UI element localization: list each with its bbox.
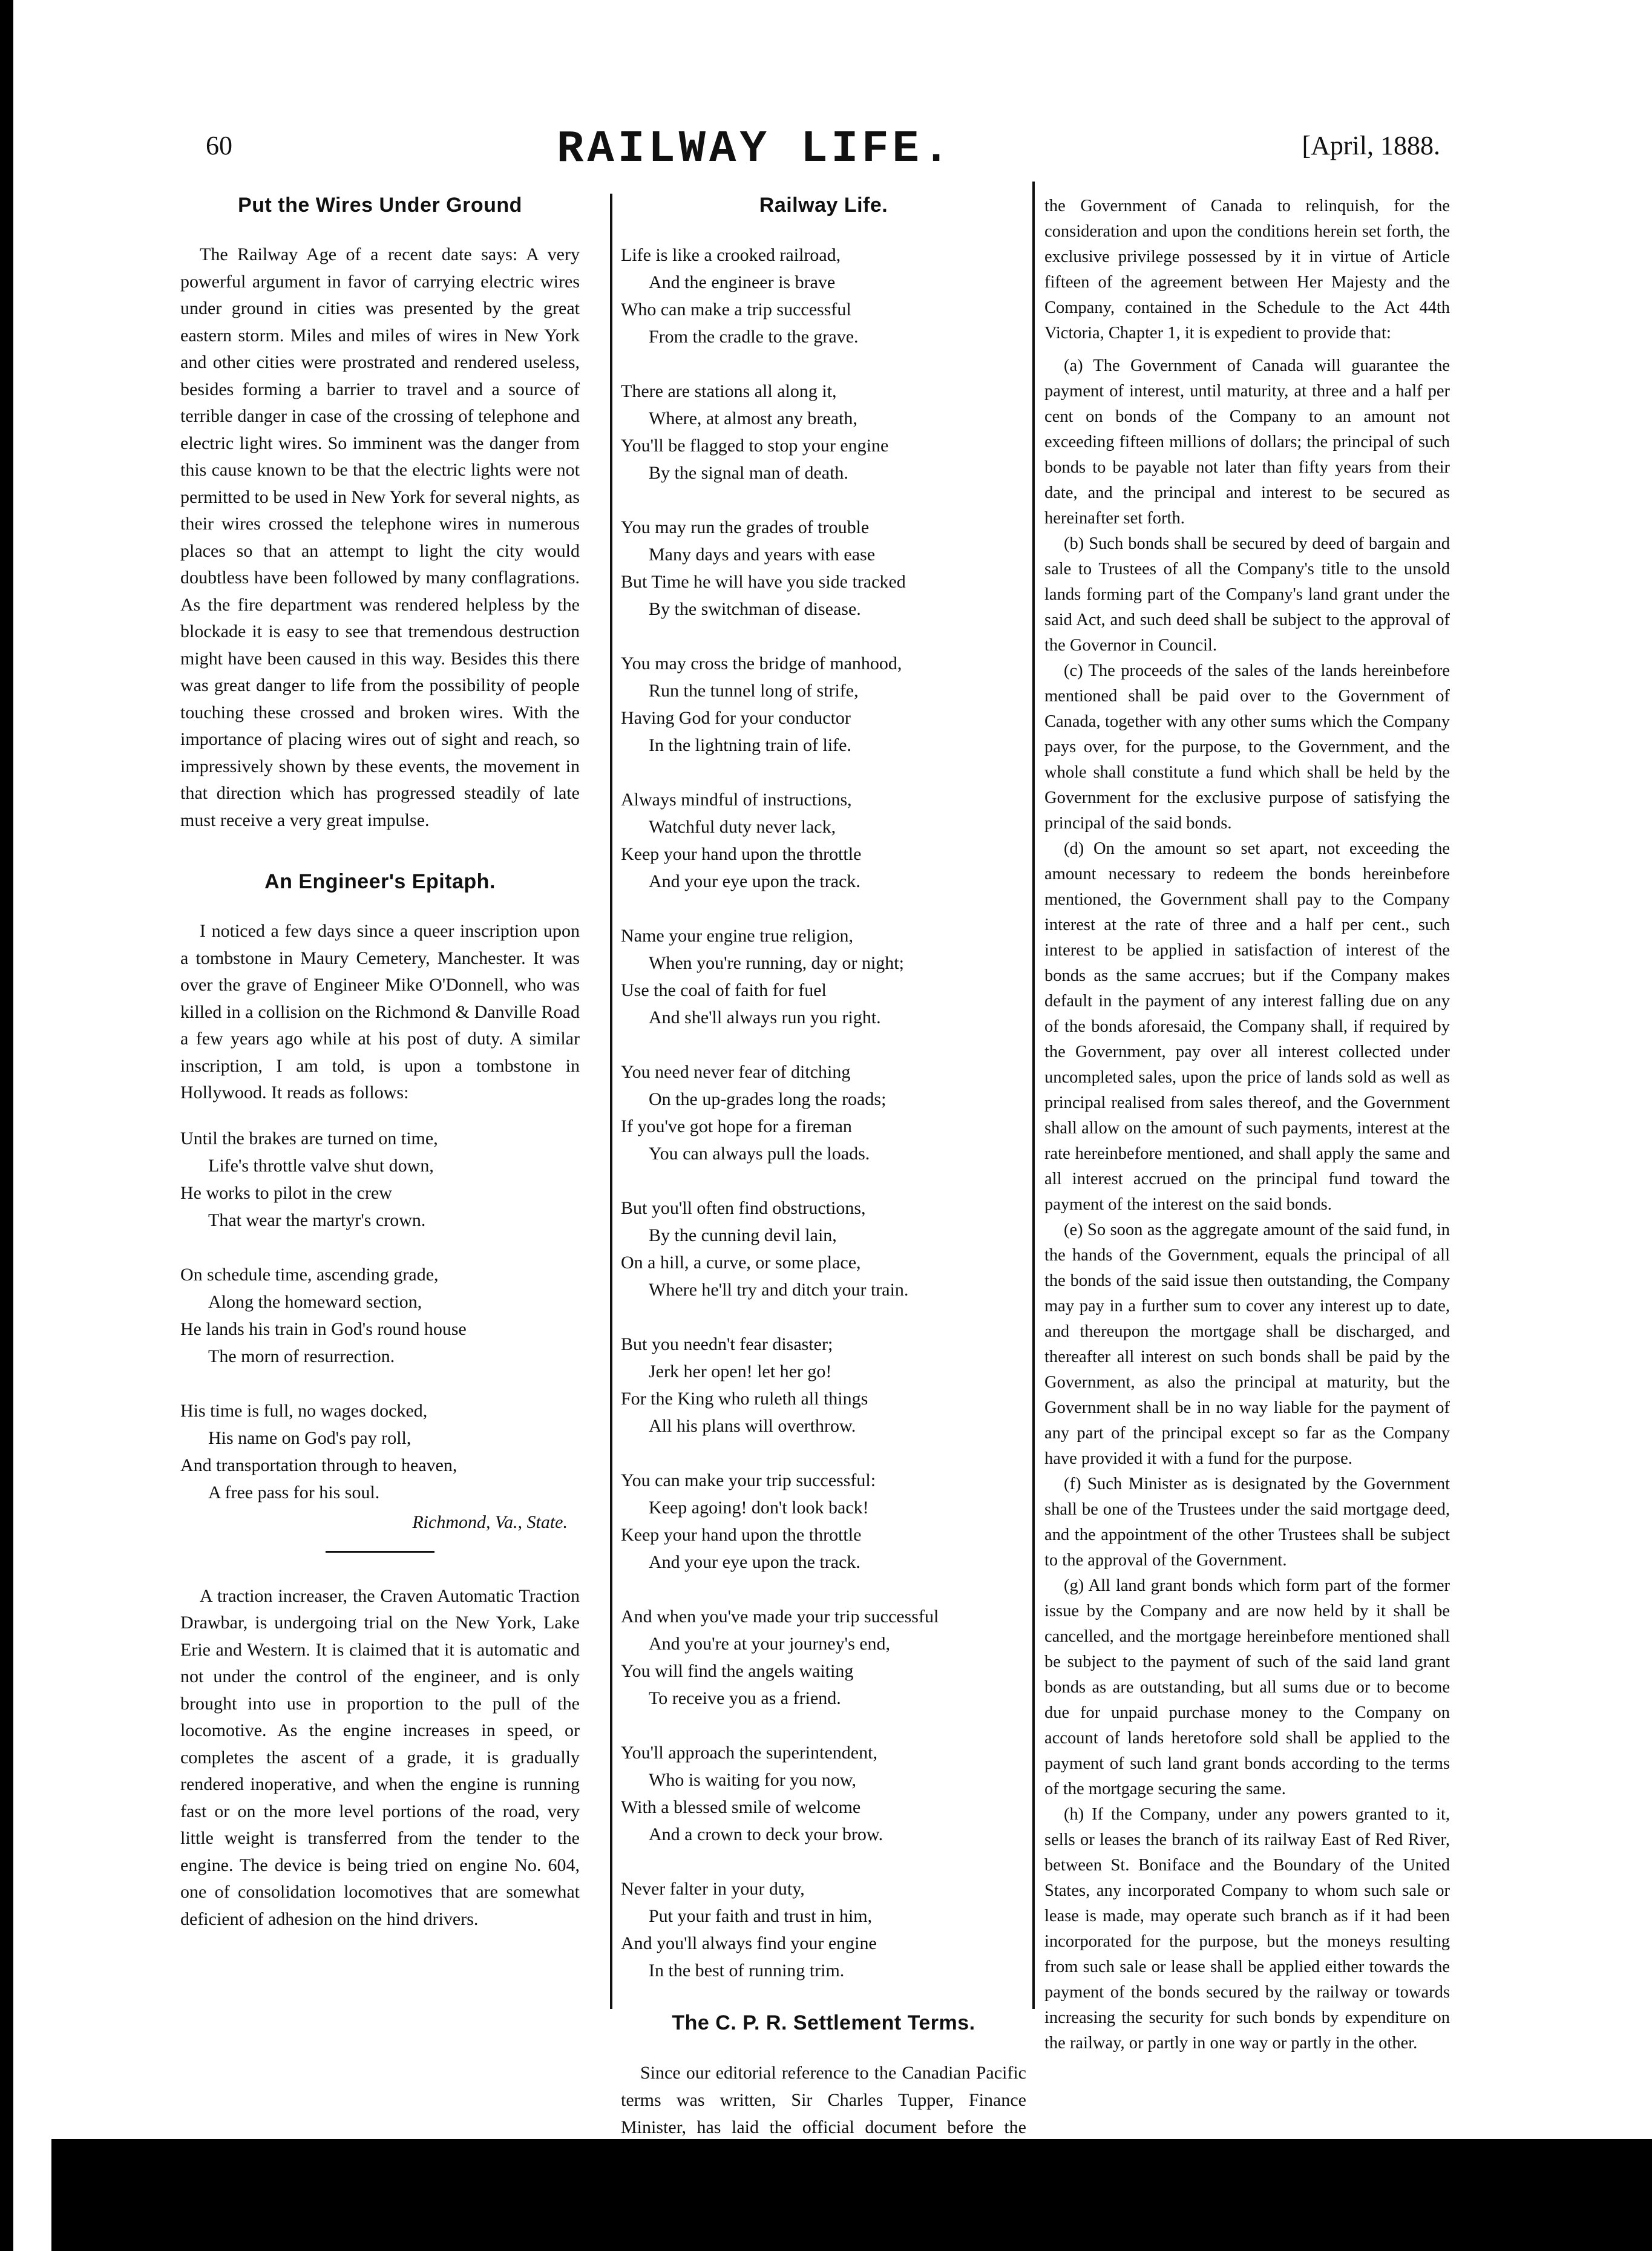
section-divider (326, 1551, 434, 1553)
verse-line: Keep agoing! don't look back! (649, 1498, 869, 1518)
verse-line: Use the coal of faith for fuel (621, 980, 827, 1000)
verse-line: Until the brakes are turned on time, (180, 1128, 438, 1148)
verse-line: His name on God's pay roll, (208, 1427, 411, 1448)
verse-line: Always mindful of instructions, (621, 790, 852, 810)
verse-line: And transportation through to heaven, (180, 1455, 457, 1475)
verse-stanza (621, 1739, 1026, 1848)
clause-paragraph: (d) On the amount so set apart, not exceeding the amount necessary to redeem the bonds hereinbefore mentioned, the Government shall pay to the Company interest at the rate of three and a half per cent., such interest to be applied in satisfaction of interest of the bonds as the same accrues; but if the Company makes default in the payment of any interest falling due on any of the bonds aforesaid, the Company shall, if required by the Government, pay over all interest collected under uncompleted sales, upon the price of lands sold as well as principal realised from sales thereof, and the Government shall allow on the amount of such payments, interest at the rate hereinbefore mentioned, and shall apply the same and all interest accrued on the principal fund toward the payment of the interest on the said bonds. (1044, 839, 1450, 1214)
verse-line: And the engineer is brave (649, 272, 836, 292)
verse-line: And you'll always find your engine (621, 1933, 877, 1953)
verse-line: And she'll always run you right. (649, 1008, 881, 1027)
verse-line: Life is like a crooked railroad, (621, 245, 841, 265)
verse-line: You'll approach the superintendent, (621, 1743, 877, 1763)
verse-stanza (621, 514, 1026, 623)
verse-line: Keep your hand upon the throttle (621, 844, 862, 864)
verse-line: His time is full, no wages docked, (180, 1400, 428, 1421)
verse-line: By the switchman of disease. (649, 599, 861, 619)
verse-line: He works to pilot in the crew (180, 1182, 392, 1203)
verse-line: All his plans will overthrow. (649, 1416, 856, 1436)
verse-line: And when you've made your trip successful (621, 1607, 939, 1627)
column-divider (610, 194, 612, 2009)
verse-line: For the King who ruleth all things (621, 1389, 868, 1409)
verse-line: Where, at almost any breath, (649, 408, 857, 428)
verse-line: On a hill, a curve, or some place, (621, 1253, 861, 1273)
verse-line: Where he'll try and ditch your train. (649, 1280, 909, 1300)
article-title: The C. P. R. Settlement Terms. (672, 2011, 975, 2034)
page-header (206, 124, 1440, 175)
verse-line: But you'll often find obstructions, (621, 1198, 866, 1218)
clause-paragraph: (c) The proceeds of the sales of the lands hereinbefore mentioned shall be paid over to the Government of Canada, together with any other sums which the Company pays over, for the purpose, to the Government, and the whole shall constitute a fund which shall be held by the Government for the exclusive purpose of satisfying the principal of the said bonds. (1044, 661, 1450, 833)
clause-paragraph: (a) The Government of Canada will guarantee the payment of interest, until maturity, at three and a half per cent on bonds of the Company to an amount not exceeding fifteen millions of dollars; the principal of such bonds to be payable not later than fifty years from their date, and the principal and interest to be secured as hereinafter set forth. (1044, 356, 1450, 528)
verse-line: But Time he will have you side tracked (621, 572, 906, 592)
verse-stanza (621, 786, 1026, 895)
verse-line: Having God for your conductor (621, 708, 851, 728)
verse-stanza (621, 922, 1026, 1031)
clause-paragraph: (e) So soon as the aggregate amount of the said fund, in the hands of the Government, equals the principal of all the bonds of the said issue then outstanding, the Company may pay in a further sum to cover any interest up to date, and thereupon the mortgage shall be discharged, and thereafter all interest on such bonds shall be paid by the Government, as also the principal at maturity, but the Government shall be in no way liable for the payment of any part of the principal except so far as the Company have provided it with a fund for the purpose. (1044, 1221, 1450, 1468)
poem-title: Railway Life. (759, 194, 888, 217)
verse-line: In the best of running trim. (649, 1961, 845, 1981)
column-right (1044, 194, 1450, 2056)
column-left (180, 194, 580, 1933)
masthead-title: RAILWAY LIFE. (557, 124, 954, 175)
verse-line: Watchful duty never lack, (649, 817, 836, 837)
verse-line: Jerk her open! let her go! (649, 1361, 832, 1381)
clause-paragraph: (f) Such Minister as is designated by the Government shall be one of the Trustees under the said mortgage deed, and the appointment of the other Trustees shall be subject to the approval of the Government. (1044, 1475, 1450, 1570)
verse-stanza (621, 1194, 1026, 1303)
verse-line: On the up-grades long the roads; (649, 1089, 887, 1109)
article-title: Put the Wires Under Ground (238, 194, 522, 217)
verse-stanza (621, 1467, 1026, 1576)
verse-line: Keep your hand upon the throttle (621, 1525, 862, 1545)
verse-line: There are stations all along it, (621, 381, 837, 401)
verse-line: On schedule time, ascending grade, (180, 1264, 439, 1285)
column-divider (1032, 182, 1035, 2009)
scan-bottom-bar (51, 2139, 1652, 2251)
verse-line: Who can make a trip successful (621, 300, 851, 319)
verse-line: You can always pull the loads. (649, 1144, 870, 1164)
poem-body (621, 241, 1026, 1984)
verse-line: You can make your trip successful: (621, 1470, 876, 1490)
verse-stanza (180, 1125, 580, 1234)
verse-line: You will find the angels waiting (621, 1661, 854, 1681)
verse-line: And your eye upon the track. (649, 871, 860, 891)
verse-line: When you're running, day or night; (649, 953, 904, 973)
article-signature: Richmond, Va., State. (412, 1512, 568, 1532)
verse-line: He lands his train in God's round house (180, 1319, 467, 1339)
verse-line: And your eye upon the track. (649, 1552, 860, 1572)
verse-stanza (180, 1397, 580, 1506)
scan-margin-bar (0, 0, 13, 2251)
verse-line: In the lightning train of life. (649, 735, 851, 755)
verse-line: By the cunning devil lain, (649, 1225, 837, 1245)
verse-line: And a crown to deck your brow. (649, 1824, 883, 1844)
clause-paragraph: (h) If the Company, under any powers granted to it, sells or leases the branch of its railway East of Red River, between St. Boniface and the Boundary of the United States, any incorporated Company to whom such sale or lease is made, may operate such branch as if it had been incorporated for the purpose, but the moneys resulting from such sale or lease shall be applied either towards the payment of the bonds secured by the railway or towards increasing the security for such bonds by expenditure on the railway, or partly in one way or partly in the other. (1044, 1805, 1450, 2053)
verse-stanza (621, 378, 1026, 487)
verse-line: To receive you as a friend. (649, 1688, 841, 1708)
verse-line: By the signal man of death. (649, 463, 848, 483)
column-middle (621, 194, 1026, 2250)
verse-line: The morn of resurrection. (208, 1346, 395, 1366)
verse-line: If you've got hope for a fireman (621, 1116, 852, 1136)
article-body: The Railway Age of a recent date says: A very powerful argument in favor of carrying electric wires under ground in cities was presented by the great eastern storm. Miles and miles of wires in New York and other cities were prostrated and rendered useless, besides forming a barrier to travel and a source of terrible danger in case of the crossing of telephone and electric light wires. So imminent was the danger from this cause known to be that the electric lights were not permitted to be used in New York for several nights, as their wires crossed the telephone wires in numerous places so that an attempt to light the city would doubtless have been followed by many conflagrations. As the fire department was rendered helpless by the blockade it is easy to see that tremendous destruction might have been caused in this way. Besides this there was great danger to life from the possibility of people touching these crossed and broken wires. With the importance of placing wires out of sight and reach, so impressively shown by these events, the movement in that direction which has progressed steadily of late must receive a very great impulse. (180, 244, 580, 830)
verse-line: Many days and years with ease (649, 545, 876, 565)
clause-list (1044, 353, 1450, 2056)
article-body: Since our editorial reference to the Canadian Pacific terms was written, Sir Charles Tupper, Finance Minister, has laid the official document before the (621, 2063, 1026, 2137)
verse-line: You may run the grades of trouble (621, 517, 870, 537)
article-body-continued: the Government of Canada to relinquish, for the consideration and upon the conditions herein set forth, the exclusive privilege possessed by it in virtue of Article fifteen of the agreement between Her Majesty and the Company, contained in the Schedule to the Act 44th Victoria, Chapter 1, it is expedient to provide that: (1044, 197, 1450, 342)
verse-line: A free pass for his soul. (208, 1482, 380, 1502)
verse-line: That wear the martyr's crown. (208, 1210, 426, 1230)
verse-stanza (621, 1603, 1026, 1712)
article-body: A traction increaser, the Craven Automatic Traction Drawbar, is undergoing trial on the New York, Lake Erie and Western. It is claimed that it is automatic and not under the control of the engineer, and is only brought into use in proportion to the pull of the locomotive. As the engine increases in speed, or completes the ascent of a grade, it is gradually rendered inoperative, and when the engine is running fast or on the more level portions of the road, very little weight is transferred from the tender to the engine. The device is being tried on engine No. 604, one of consolidation locomotives that are somewhat deficient of adhesion on the hind drivers. (180, 1585, 580, 1929)
issue-date: [April, 1888. (1302, 131, 1440, 160)
verse-stanza (621, 241, 1026, 350)
page-number: 60 (206, 131, 232, 160)
verse-line: You'll be flagged to stop your engine (621, 436, 889, 456)
verse-line: Never falter in your duty, (621, 1879, 805, 1899)
verse-line: But you needn't fear disaster; (621, 1334, 833, 1354)
article-body: I noticed a few days since a queer inscription upon a tombstone in Maury Cemetery, Manchester. It was over the grave of Engineer Mike O'Donnell, who was killed in a collision on the Richmond & Danville Road a few years ago while at his post of duty. A similar inscription, I am told, is upon a tombstone in Hollywood. It reads as follows: (180, 921, 580, 1103)
verse-line: You may cross the bridge of manhood, (621, 654, 902, 673)
verse-line: You need never fear of ditching (621, 1062, 851, 1082)
verse-line: Life's throttle valve shut down, (208, 1155, 434, 1176)
verse-line: Along the homeward section, (208, 1291, 422, 1312)
verse-line: Name your engine true religion, (621, 926, 854, 946)
article-title: An Engineer's Epitaph. (264, 870, 496, 893)
verse-line: Run the tunnel long of strife, (649, 681, 859, 701)
verse-stanza (621, 650, 1026, 759)
verse-line: Who is waiting for you now, (649, 1770, 857, 1790)
verse-stanza (621, 1058, 1026, 1167)
verse-line: And you're at your journey's end, (649, 1634, 891, 1654)
verse-line: From the cradle to the grave. (649, 327, 859, 347)
clause-paragraph: (b) Such bonds shall be secured by deed of bargain and sale to Trustees of all the Company's title to the unsold lands forming part of the Company's land grant under the said Act, and such deed shall be subject to the approval of the Governor in Council. (1044, 534, 1450, 655)
clause-paragraph: (g) All land grant bonds which form part of the former issue by the Company and are now held by it shall be cancelled, and the mortgage hereinbefore mentioned shall be subject to the payment of such of the said land grant bonds as are outstanding, but all sums due or to become due for unpaid purchase money to the Company on account of lands heretofore sold shall be applied to the payment of such land grant bonds according to the terms of the mortgage securing the same. (1044, 1576, 1450, 1798)
verse-stanza (621, 1875, 1026, 1984)
verse-stanza (180, 1261, 580, 1370)
verse-stanza (621, 1331, 1026, 1440)
verse-line: With a blessed smile of welcome (621, 1797, 861, 1817)
verse-line: Put your faith and trust in him, (649, 1906, 873, 1926)
